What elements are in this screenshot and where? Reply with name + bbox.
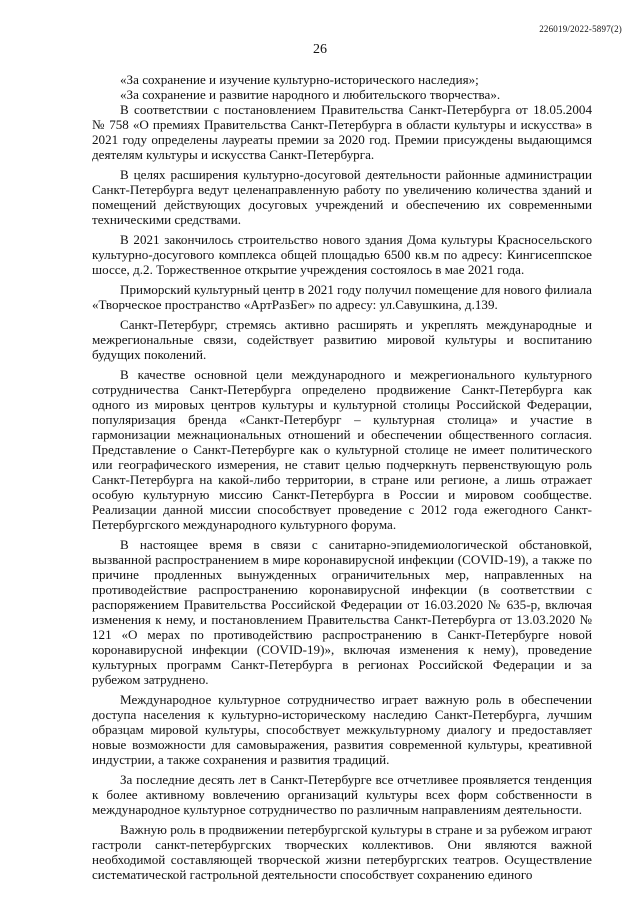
page-number: 26 xyxy=(313,42,327,57)
paragraph-11: За последние десять лет в Санкт-Петербурге все отчетливее проявляется тенденция к более активному вовлечению организаций культуры всех форм собственности в международное культурное сотрудничество по различным направлениям деятельности. xyxy=(92,772,592,817)
paragraph-1: «За сохранение и изучение культурно-исторического наследия»; xyxy=(120,72,479,87)
paragraph-4: В целях расширения культурно-досуговой деятельности районные администрации Санкт-Петербурга ведут целенаправленную работу по увеличению количества зданий и помещений действующих досуговых учреждений и обеспечению их современными техническими средствами. xyxy=(92,167,592,227)
paragraph-5: В 2021 закончилось строительство нового здания Дома культуры Красносельского культурно-досугового комплекса общей площадью 6500 кв.м по адресу: Кингисеппское шоссе, д.2. Торжественное открытие учреждения состоялось в мае 2021 года. xyxy=(92,232,592,277)
document-body xyxy=(92,72,592,882)
paragraph-9: В настоящее время в связи с санитарно-эпидемиологической обстановкой, вызванной распространением в мире коронавирусной инфекции (COVID-19), а также по причине продленных вынужденных ограничительных мер, направленных на противодействие распространению коронавирусной инфекции (в соответствии с распоряжением Правительства Российской Федерации от 16.03.2020 № 635-р, включая изменения к нему, и постановлением Правительства Санкт-Петербурга от 13.03.2020 № 121 «О мерах по противодействию распространению в Санкт-Петербурге новой коронавирусной инфекции (COVID-19)», включая изменения к нему), проведение культурных программ Санкт-Петербурга в регионах Российской Федерации и за рубежом затруднено. xyxy=(92,537,592,687)
paragraph-7: Санкт-Петербург, стремясь активно расширять и укреплять международные и межрегиональные связи, содействует развитию мировой культуры и воспитанию будущих поколений. xyxy=(92,317,592,362)
paragraph-12: Важную роль в продвижении петербургской культуры в стране и за рубежом играют гастроли санкт-петербургских творческих коллективов. Они являются важной необходимой составляющей творческой жизни петербургских театров. Осуществление систематической гастрольной деятельности способствует сохранению единого xyxy=(92,822,592,882)
paragraph-6: Приморский культурный центр в 2021 году получил помещение для нового филиала «Творческое пространство «АртРазБег» по адресу: ул.Савушкина, д.139. xyxy=(92,282,592,312)
document-number: 226019/2022-5897(2) xyxy=(539,24,622,34)
paragraph-8: В качестве основной цели международного и межрегионального культурного сотрудничества Санкт-Петербурга определено продвижение Санкт-Петербурга как одного из мировых центров культуры и культурной столицы Российской Федерации, популяризация бренда «Санкт-Петербург – культурная столица» и участие в гармонизации межнациональных отношений и обеспечении общественного согласия. Представление о Санкт-Петербурге как о культурной столице не имеет политического или географического измерения, не ставит целью подчеркнуть первенствующую роль Санкт-Петербурга на какой-либо территории, в стране или регионе, а лишь отражает особую культурную миссию Санкт-Петербурга в России и мировом сообществе. Реализации данной миссии способствует проведение с 2012 года ежегодного Санкт-Петербургского международного культурного форума. xyxy=(92,367,592,532)
paragraph-3: В соответствии с постановлением Правительства Санкт-Петербурга от 18.05.2004 № 758 «О премиях Правительства Санкт-Петербурга в области культуры и искусства» в 2021 году определены лауреаты премии за 2020 год. Премии присуждены выдающимся деятелям культуры и искусства Санкт-Петербурга. xyxy=(92,102,592,162)
paragraph-2: «За сохранение и развитие народного и любительского творчества». xyxy=(120,87,501,102)
paragraph-10: Международное культурное сотрудничество играет важную роль в обеспечении доступа населения к культурно-историческому наследию Санкт-Петербурга, лучшим образцам мировой культуры, способствует межкультурному диалогу и предоставляет новые возможности для самовыражения, развития современной культуры, креативной индустрии, а также сохранения и развития традиций. xyxy=(92,692,592,767)
